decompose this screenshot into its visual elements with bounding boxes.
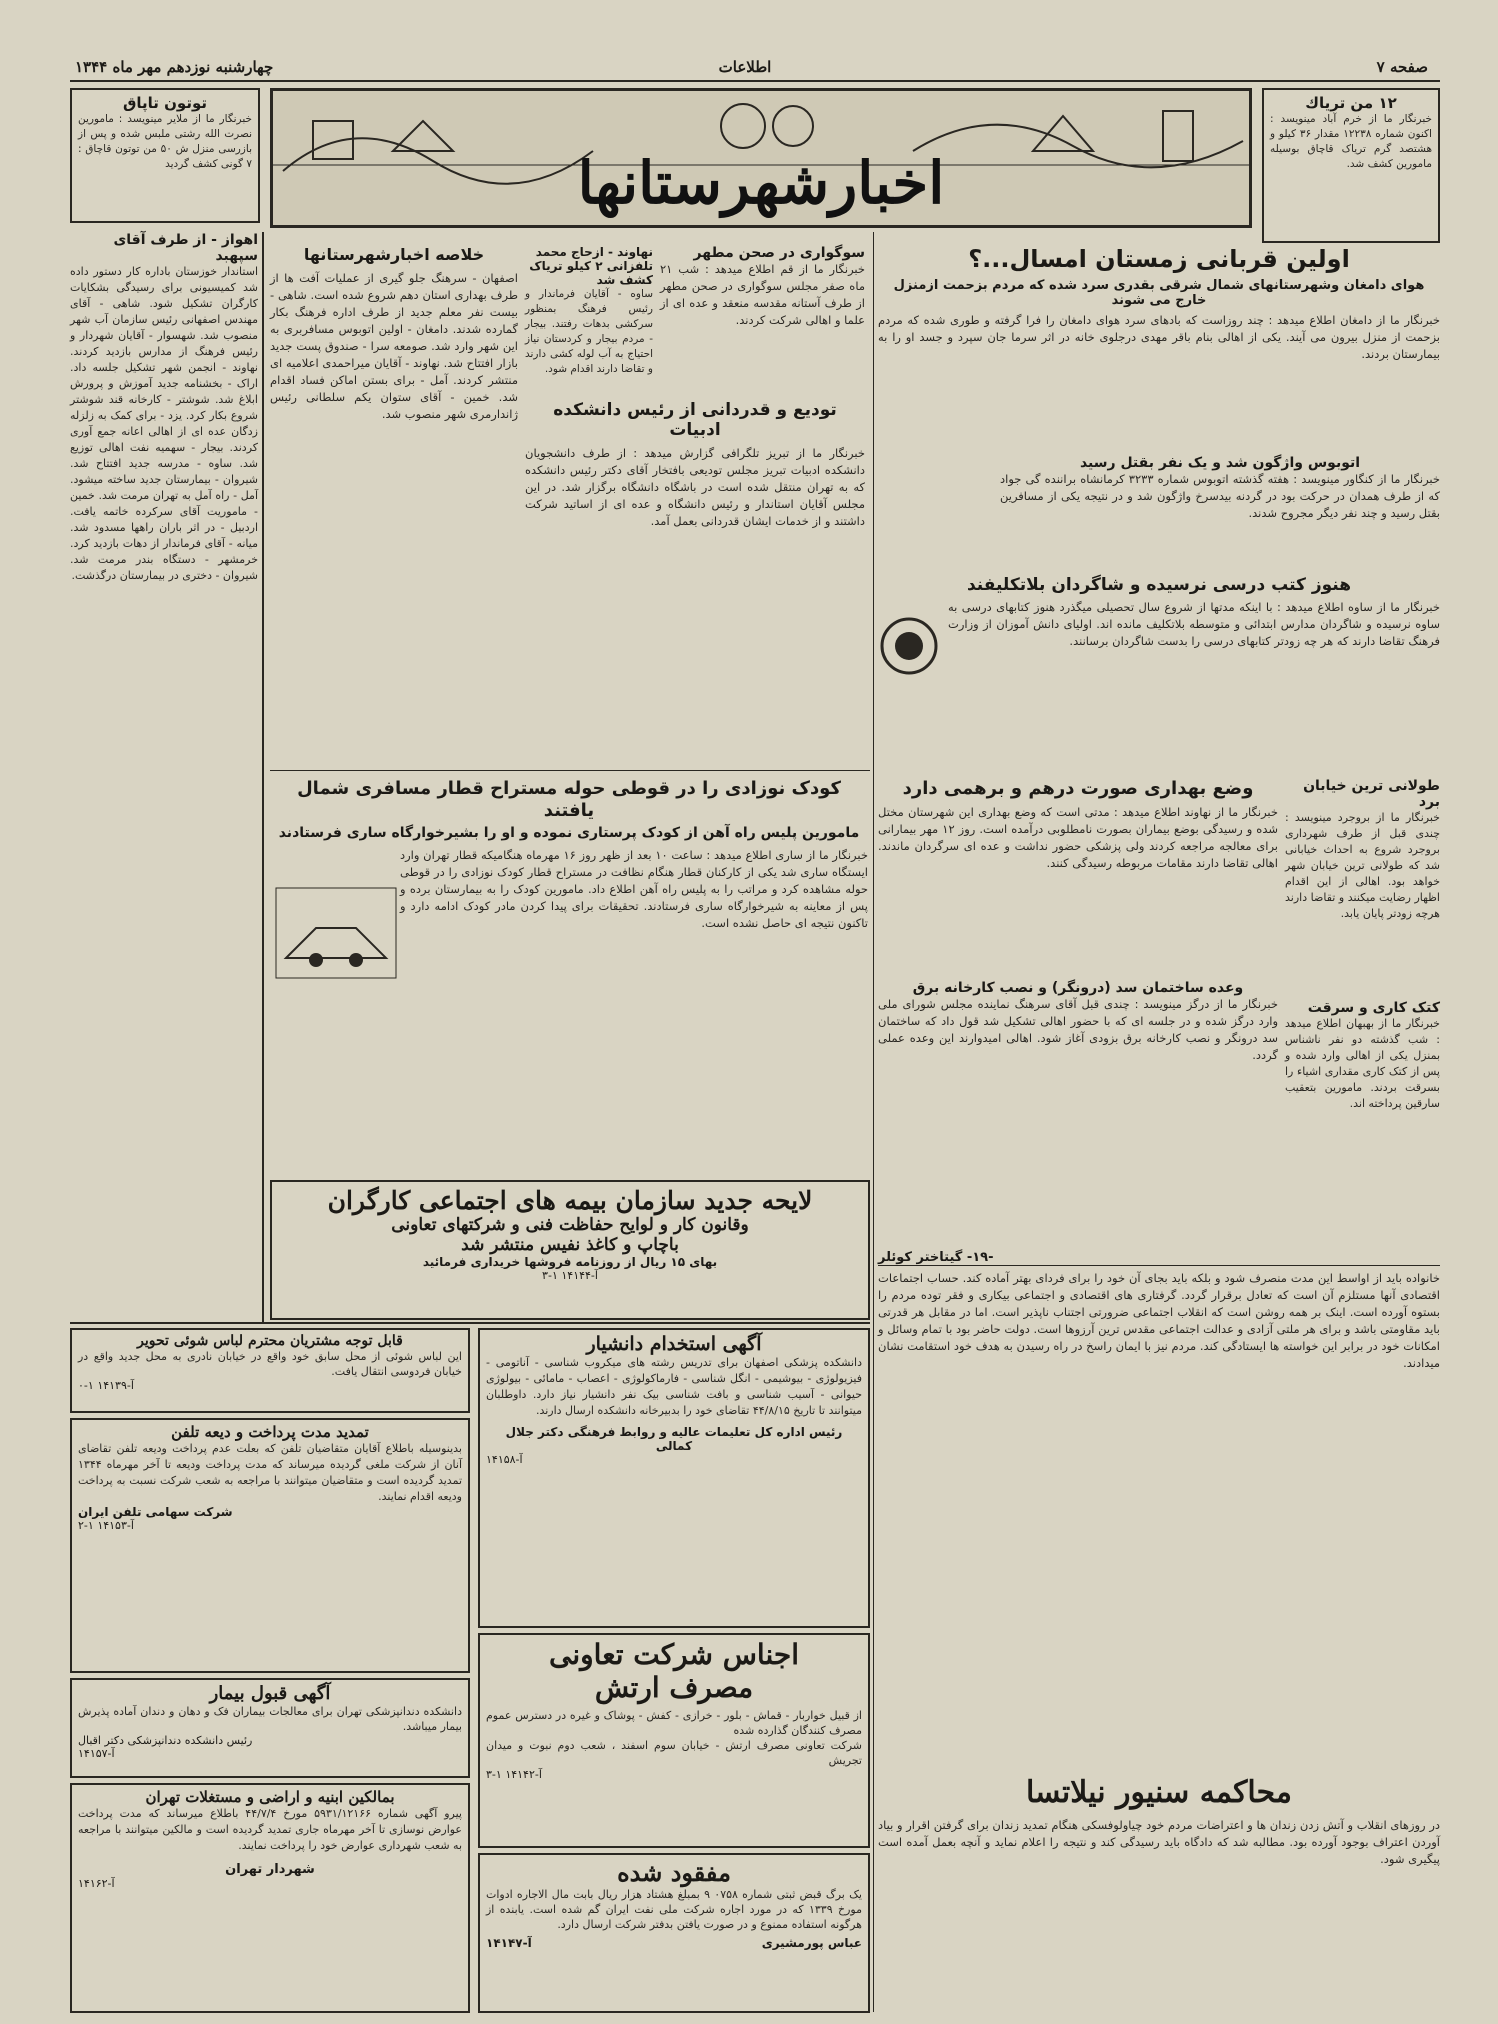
health-title: وضع بهداری صورت درهم و برهمی دارد [902,778,1254,799]
left-column-rule [262,232,264,1322]
employ-sign: رئیس اداره کل تعلیمات عالیه و روابط فرهنگی دکتر جلال کمالی [505,1425,843,1453]
ad-employ [478,1328,870,1628]
owners-sign: شهردار تهران [225,1862,315,1877]
nahavand-title: نهاوند - ازحاج محمد تلفزانی ۲ کیلو تریاک کشف شد [529,245,653,287]
train-illustration [276,888,396,978]
article-literature [525,400,865,730]
bank-title: کتک کاری و سرقت [1307,1000,1440,1016]
article-books [878,575,1440,770]
nahavand-body: ساوه - آقایان فرماندار و رئیس فرهنگ بمنظور سرکشی بدهات رفتند. بیجار - مردم بیجار و کردستان نیاز احتیاج به آب لوله کشی دارند و تقاضا دارند اقدام شود. [525,288,653,375]
dam-body: خبرنگار ما از درگز مینویسد : چندی قبل آقای سرهنگ نماینده مجلس شورای ملی وارد درگز شده و در جلسه ای که با حضور اهالی تشکیل شد قول داد که ساختمان سد درونگر و نصب کارخانه برق بزودی آغاز شود. اهالی امیدوارند این وعده عملی گردد. [878,997,1278,1062]
lost-body: یک برگ قبض ثبتی شماره ۰۷۵۸ ۹ بمبلغ هشتاد هزار ریال بابت مال الاجاره ادوات مورخ ۱۳۳۹ که در مورد اجاره شرکت ملی نفت ایران گم شده است. یابنده از هرگونه استفاده ممنوع و در صورت یافتن بدفتر شرکت ارسال دارد. [486,1888,862,1931]
article-street [1285,778,1440,998]
winter-title: اولین قربانی زمستان امسال...؟ [968,245,1350,273]
article-serial [878,1250,1440,1770]
trial-title: محاکمه سنیور نیلاتسا [1026,1775,1292,1810]
street-body: خبرنگار ما از بروجرد مینویسد : چندی قبل از طرف شهرداری بروجرد شروع به احداث خیابانی شد که طولانی ترین خیابان شهر خواهد بود. اهالی از این اقدام اظهار رضایت میکنند و تقاضا دارند هرچه زودتر پایان یابد. [1285,811,1440,920]
books-body: خبرنگار ما از ساوه اطلاع میدهد : با اینکه مدتها از شروع سال تحصیلی میگذرد هنوز کتابهای درسی به ساوه نرسیده و شاگردان مدارس ابتدائی و متوسطه بلاتکلیف مانده اند. اولیای دانش آموزان از وزارت فرهنگ تقاضا دارند که هر چه زودتر کتابهای درسی را بدست شاگردان برسانند. [948,600,1440,649]
insurance-code: آ-۱۴۱۴۴ ۱-۳ [542,1269,598,1282]
phone-sign: شرکت سهامی تلفن ایران [78,1505,233,1519]
header-paper-name: اطلاعات [718,58,772,76]
center-rule [873,232,874,2012]
books-emblem [878,615,940,677]
lost-sign: عباس پورمشیری [761,1936,862,1950]
trial-body: در روزهای انقلاب و آتش زدن زندان ها و اعتراضات مردم خود چیاولوفسکی هنگام تمدید زندان برای گرفتن اقرار و بیاد آوردن اعتراف بوجود آورده بود. مطالبه شد که دادگاه باید رسیدگی کند و نتیجه را اعلام نماید و آنچه بعمل آمده است پیگیری شود. [878,1818,1440,1866]
owners-title: بمالکین ابنیه و اراضی و مستغلات تهران [145,1788,395,1806]
ad-patients [70,1678,470,1778]
clothes-body: این لباس شوئی از محل سابق خود واقع در خیابان نادری به محل جدید واقع در خیابان فردوسی انتقال یافت. [78,1350,462,1378]
summary-body: اصفهان - سرهنگ جلو گیری از عملیات آفت ها از طرف بهداری استان دهم شروع شده است. شاهی - بیست نفر معلم جدید از طرف اداره فرهنگ بکار گمارده شدند. دامغان - اولین اتوبوس مسافربری به این شهر وارد شد. صومعه سرا - صندوق پست جدید بازار افتتاح شد. نهاوند - آقایان میراحمدی اعلامیه ای منتشر کردند. آمل - برای بستن اماکن فساد اقدام شد. خمین - آقای ستوان یکم سلطانی رئیس ژاندارمری شهر منصوب شد. [270,271,518,422]
insurance-title: لایحه جدید سازمان بیمه های اجتماعی کارگران [327,1186,813,1215]
ad-insurance [270,1180,870,1320]
article-train [270,778,868,1178]
mourning-title: سوگواری در صحن مطهر [693,245,865,261]
winter-subtitle: هوای دامغان وشهرستانهای شمال شرقی بقدری سرد شده که مردم بزحمت ازمنزل خارج می شوند [893,277,1425,308]
lost-code: آ-۱۴۱۴۷ [486,1936,532,1950]
article-nahavand [525,245,653,375]
train-body: خبرنگار ما از ساری اطلاع میدهد : ساعت ۱۰ بعد از ظهر روز ۱۶ مهرماه هنگامیکه قطار تهران وارد ایستگاه ساری شد یکی از کارکنان قطار هنگام نظافت در مستراح قطار کودک نوزادی را در قوطی حوله مشاهده کرد و مراتب را به پلیس راه آهن اطلاع داد. مامورین کودک را به بیمارستان برده و پس از معاینه به شیرخوارگاه ساری فرستادند. تحقیقات برای پیدا کردن مادر کودک ادامه دارد و تاکنون نتیجه ای حاصل نشده است. [400,848,868,931]
employ-body: دانشکده پزشکی اصفهان برای تدریس رشته های میکروب شناسی - آناتومی - فیزیولوژی - بیوشیمی - انگل شناسی - فارماکولوژی - اعصاب - مامائی - بیولوژی حیوانی - آسیب شناسی و بافت شناسی بیک نفر دانشیار نیاز دارد. داوطلبان میتوانند تا تاریخ ۴۴/۸/۱۵ تقاضای خود را بدبیرخانه دانشکده ارسال دارند. [486,1356,862,1417]
article-trial [878,1775,1440,2015]
banner-title: اخبارشهرستانها [577,149,945,217]
train-top-rule [270,770,870,771]
summary-title: خلاصه اخبارشهرستانها [303,245,485,264]
patients-code: آ-۱۴۱۵۷ [78,1747,115,1760]
ahvaz-title: اهواز - از طرف آقای سپهبد [113,232,258,264]
article-summary [270,245,518,755]
article-ahvaz [70,232,258,1322]
article-mourning [660,245,865,395]
article-dam [878,980,1278,1160]
literature-body: خبرنگار ما از تبریز تلگرافی گزارش میدهد : از طرف دانشجویان دانشکده ادبیات تبریز مجلس تودیعی بافتخار آقای دکتر رئیس دانشکده که به تهران منتقل شده است در باشگاه دانشگاه برگزار شد. در این مجلس آقایان استاندار و رئیس دانشگاه و عده ای از اساتید شرکت داشتند و از خدمات ایشان قدردانی بعمل آمد. [525,445,865,528]
article-winter [878,245,1440,455]
bank-body: خبرنگار ما از بهبهان اطلاع میدهد : شب گذشته دو نفر ناشناس بمنزل یکی از اهالی وارد شده و پس از کتک کاری مقداری اشیاء را بسرقت بردند. مامورین بتعقیب سارقین پرداخته اند. [1285,1017,1440,1110]
ads-rule [70,1322,870,1324]
serial-body: خانواده باید از اواسط این مدت منصرف شود و بلکه باید بجای آن خود را برای فردای بهتر آماده کند. حساب اجتماعات اقتصادی آنها مستلزم آن است که تعادل برقرار گردد. گرفتاری های اقتصادی و اجتماعی بیکاری و فقر توده مردم را بستوه آورده است. اینک بر همه روشن است که انقلاب اجتماعی ضرورتی اجتناب ناپذیر است. اما در مقابل هر قدرتی باید مقاومتی باشد و برای هر ملتی آزادی و عدالت اجتماعی مقدس ترین آرزوها است. دولت حاضر بود با تمام وسائل و امکانات خود در برابر این خواسته ها ایستادگی کند. مردم نیز با ایمان راسخ در راه رسیدن به هدف خود استقامت نشان میدادند. [878,1271,1440,1370]
owners-code: آ-۱۴۱۶۲ [78,1877,115,1890]
ad-phone [70,1418,470,1673]
coop-line2: مصرف ارتش [594,1671,754,1704]
dam-title: وعده ساختمان سد (درونگر) و نصب کارخانه برق [912,980,1244,996]
insurance-line4: بهای ۱۵ ریال از روزنامه فروشها خریداری فرمائید [422,1255,718,1269]
coop-line1: اجناس شرکت تعاونی [549,1638,799,1671]
employ-title: آگهی استخدام دانشیار [586,1333,762,1355]
ad-owners [70,1783,470,2013]
section-banner [270,88,1252,228]
patients-title: آگهی قبول بیمار [209,1683,331,1704]
phone-code: آ-۱۴۱۵۳ ۱-۲ [78,1519,134,1532]
ad-clothes [70,1328,470,1413]
opium-body: خبرنگار ما از خرم آباد مینویسد : اکنون شماره ۱۲۲۳۸ مقدار ۳۶ کیلو و هشتصد گرم تریاک قاچاق بوسیله مامورین کشف شد. [1270,113,1432,170]
coop-addr: شرکت تعاونی مصرف ارتش - خیابان سوم اسفند ، شعب دوم نبوت و میدان تجریش [486,1739,862,1767]
bus-title: اتوبوس واژگون شد و یک نفر بقتل رسید [1079,455,1361,471]
literature-title: تودیع و قدردانی از رئیس دانشکده ادبیات [553,400,837,441]
box-opium [1262,88,1440,243]
phone-body: بدینوسیله باطلاع آقایان متقاضیان تلفن که بعلت عدم پرداخت ودیعه تلفن تقاضای آنان از شرکت ملغی گردیده میرساند که مدت پرداخت ودیعه تا آخر مهرماه ۱۳۴۴ تمدید گردیده است و متقاضیان میتوانند با مراجعه به شعب شرکت نسبت به پرداخت ودیعه اقدام نمایند. [78,1442,462,1503]
header-date: چهارشنبه نوزدهم مهر ماه ۱۳۴۴ [75,58,274,76]
winter-body: خبرنگار ما از دامغان اطلاع میدهد : چند روزاست که بادهای سرد هوای دامغان را فرا گرفته و طوری شده که مردم بزحمت از منزل بیرون می آیند. یکی از اهالی بنام باقر مهدی درجلوی خانه در اثر سرما جان سپرد و جسد او را به بیمارستان بردند. [878,312,1440,361]
ad-coop [478,1633,870,1848]
street-title: طولانی ترین خیابان برد [1303,778,1440,810]
insurance-line2: وقانون کار و لوایح حفاظت فنی و شرکتهای تعاونی [391,1215,749,1235]
tobacco-title: توتون تاپاق [122,94,208,112]
books-title: هنوز کتب درسی نرسیده و شاگردان بلاتکلیفند [966,575,1352,595]
employ-code: آ-۱۴۱۵۸ [486,1453,523,1466]
tobacco-body: خبرنگار ما از ملایر مینویسد : مامورین نصرت الله رشتی ملبس شده و پس از بازرسی منزل ش ۵۰ من توتون قاچاق : ۷ گونی کشف گردید [78,113,253,170]
box-tobacco [70,88,260,223]
lost-title: مفقود شده [617,1858,731,1887]
phone-title: تمدید مدت پرداخت و دیعه تلفن [171,1423,369,1441]
article-health [878,778,1278,978]
coop-body: از قبیل خواربار - قماش - بلور - خرازی - کفش - پوشاک و غیره در دسترس عموم مصرف کنندگان گذارده شده [486,1709,862,1737]
bus-body: خبرنگار ما از کنگاور مینویسد : هفته گذشته اتوبوس شماره ۳۲۳۳ کرمانشاه براننده گی جواد که از طرف همدان در حرکت بود در گردنه بیدسرخ واژگون شد و در نتیجه یکی از مسافرین بقتل رسید و چند نفر دیگر مجروح شدند. [1000,472,1440,520]
owners-body: پیرو آگهی شماره ۵۹۳۱/۱۲۱۶۶ مورخ ۴۴/۷/۴ باطلاع میرساند که مدت پرداخت عوارض نوسازی تا آخر مهرماه جاری تمدید گردیده است و مالکین میتوانند با مراجعه به شعب شهرداری عوارض خود را پرداخت نمایند. [78,1807,462,1852]
train-subtitle: مامورین پلیس راه آهن از کودک پرستاری نموده و او را بشیرخوارگاه ساری فرستادند [278,825,860,842]
opium-title: ۱۲ من تریاك [1305,94,1397,112]
health-body: خبرنگار ما از نهاوند اطلاع میدهد : مدتی است که وضع بهداری این شهرستان مختل شده و رسیدگی بوضع بیماران بصورت نامطلوبی درآمده است. روز ۱۲ مهر بیمارانی برای معالجه مراجعه کردند ولی پزشکی حضور نداشت و عده ای سرگردان ماندند. اهالی تقاضا دارند مقامات مربوطه رسیدگی کنند. [878,804,1278,870]
coop-code: آ-۱۴۱۴۲ ۱-۳ [486,1768,542,1781]
header-rule [70,80,1440,82]
article-bus [1000,455,1440,575]
ahvaz-body: استاندار خوزستان باداره کار دستور داده شد کمیسیونی برای رسیدگی بشکایات کارگران تشکیل شود. شاهی - آقای مهندس اصفهانی رئیس سازمان آب شهر منصوب شد. شهسوار - آقایان شهردار و رئیس فرهنگ از مدارس بازدید کردند. نهاوند - انجمن شهر تشکیل جلسه داد. اراک - بخشنامه جدید آموزش و پرورش ابلاغ شد. شوشتر - کارخانه قند شوشتر شروع بکار کرد. یزد - برای کمک به زلزله زدگان عده ای از اهالی اعانه جمع آوری کردند. بیجار - سهمیه نفت اهالی توزیع شد. ساوه - مدرسه جدید افتتاح شد. شیروان - بیمارستان جدید ساخته میشود. آمل - راه آمل به تهران مرمت شد. خمین - ماموریت آقای سرکرده خاتمه یافت. اردبیل - در اثر باران راهها مسدود شد. میانه - آقای فرماندار از دهات بازدید کرد. خرمشهر - دستگاه بندر مرمت شد. شیروان - دختری در بیمارستان درگذشت. [70,265,258,582]
clothes-code: آ-۱۴۱۳۹ ۱-۰ [78,1379,134,1392]
header-page-number: صفحه ۷ [1376,58,1428,76]
mourning-body: خبرنگار ما از قم اطلاع میدهد : شب ۲۱ ماه صفر مجلس سوگواری در صحن مطهر از طرف آستانه مقدسه منعقد و عده ای از علما و اهالی شرکت کردند. [660,262,865,327]
train-title: کودک نوزادی را در قوطی حوله مستراح قطار مسافری شمال یافتند [297,778,841,821]
ad-lost [478,1853,870,2013]
insurance-line3: باچاپ و کاغذ نفیس منتشر شد [461,1235,679,1255]
serial-title: -۱۹- گیتاختر کوئلر [878,1250,1440,1266]
clothes-title: قابل توجه مشتریان محترم لباس شوئی تحویر [137,1333,403,1349]
patients-sign: رئیس دانشکده دندانپزشکی دکتر اقبال [78,1734,253,1747]
patients-body: دانشکده دندانپزشکی تهران برای معالجات بیماران فک و دهان و دندان آماده پذیرش بیمار میباشد. [78,1705,462,1733]
article-bank [1285,1000,1440,1160]
